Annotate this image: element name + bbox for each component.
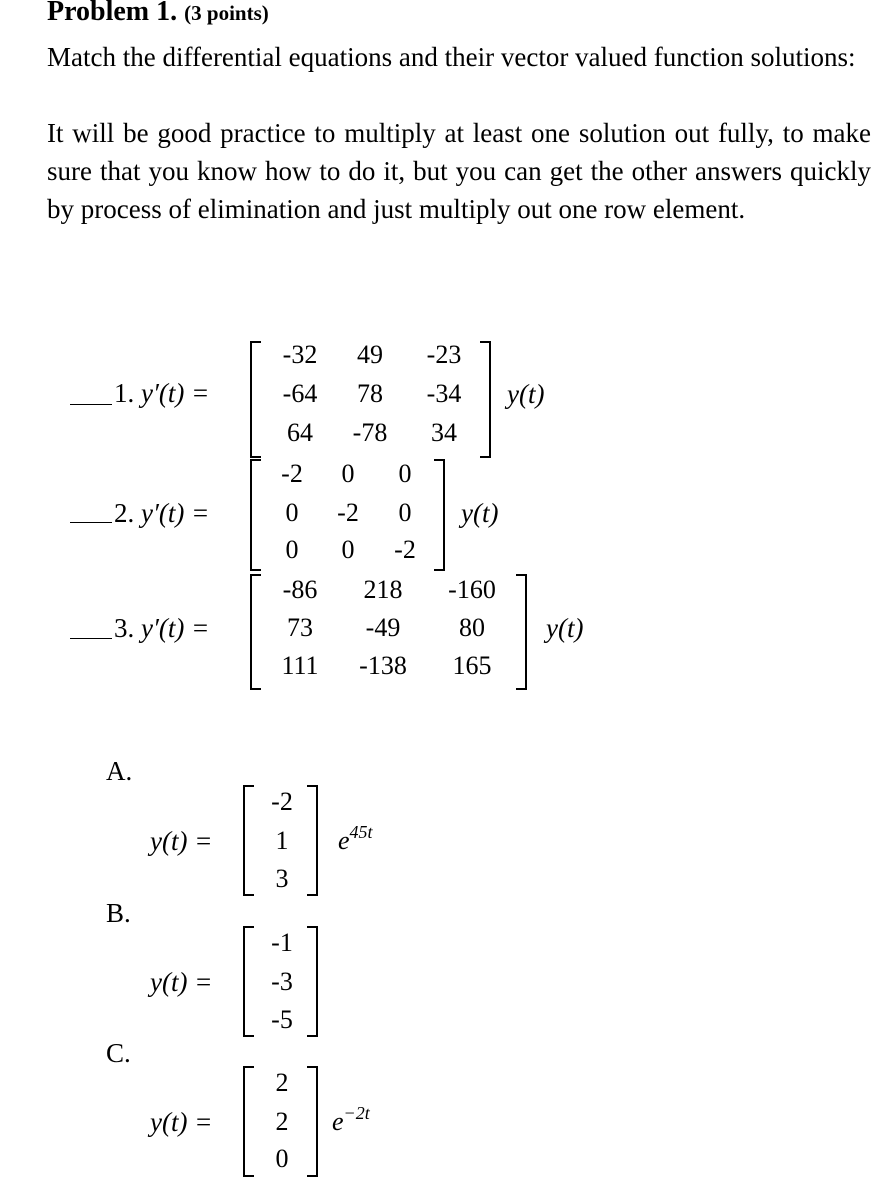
matrix-cell: 0 [398,498,412,527]
matrix-cell: -78 [352,418,388,447]
solution-c-lhs: y(t) = [150,1107,213,1137]
matrix-cell: 0 [341,535,355,564]
matrix-cell: -160 [448,575,496,604]
vector-cell: 2 [275,1068,289,1097]
solution-c-exponential [332,1103,370,1137]
solution-a-letter: A. [106,756,133,786]
matrix-cell: 0 [285,498,299,527]
matrix-cell: -34 [426,379,462,408]
equation-3-rhs: y(t) [546,613,584,643]
problem-title [47,0,269,28]
matrix-cell: 165 [452,651,492,680]
equation-2-lhs: y′(t) = [141,498,210,528]
matrix-cell: -86 [282,575,318,604]
matrix-cell: 49 [357,340,383,369]
answer-blank-1[interactable] [70,404,112,405]
matrix-cell: -138 [359,651,407,680]
equation-3-lhs: y′(t) = [141,613,210,643]
vector-cell: 1 [275,826,289,855]
matrix-cell: 73 [287,613,313,642]
answer-blank-3[interactable] [70,638,112,639]
vector-cell: 3 [275,864,289,893]
vector-cell: 0 [275,1144,289,1173]
equation-2-number: 2. [114,498,135,528]
equation-3-number: 3. [114,613,135,643]
solution-a-exponential [338,822,373,856]
matrix-cell: -32 [282,340,318,369]
vector-cell: 2 [275,1107,289,1136]
vector-cell: -2 [271,787,293,816]
solution-b-lhs: y(t) = [150,967,213,997]
solution-a-lhs: y(t) = [150,826,213,856]
instruction-paragraph-1: Match the differential equations and their vector valued function solutions: [47,42,856,72]
exp-power: 45t [349,822,373,842]
equation-3-right-bracket [516,574,527,690]
matrix-cell: 64 [287,418,313,447]
equation-1-rhs: y(t) [507,379,545,409]
matrix-cell: 111 [281,651,319,680]
solution-c-right-bracket [307,1066,318,1177]
equation-1-lhs: y′(t) = [141,378,210,408]
vector-cell: -3 [271,967,293,996]
equation-1-left-bracket [250,341,261,458]
matrix-cell: -2 [394,535,416,564]
matrix-cell: 0 [285,535,299,564]
vector-cell: -5 [271,1005,293,1034]
solution-b-letter: B. [106,898,131,928]
equation-3-left-bracket [250,574,261,690]
solution-a-right-bracket [307,785,318,896]
solution-b-left-bracket [243,926,254,1037]
matrix-cell: 80 [459,613,485,642]
matrix-cell: -2 [337,498,359,527]
matrix-cell: 0 [341,459,355,488]
equation-2-left-bracket [250,459,261,571]
matrix-cell: 218 [363,575,403,604]
problem-points: (3 points) [184,1,269,25]
solution-a-left-bracket [243,785,254,896]
exp-power: −2t [343,1103,370,1123]
vector-cell: -1 [271,928,293,957]
matrix-cell: 0 [398,459,412,488]
matrix-cell: 78 [357,379,383,408]
matrix-cell: -49 [365,613,401,642]
equation-2-right-bracket [434,459,445,571]
exp-base: e [332,1107,344,1136]
equation-1-number: 1. [114,378,135,408]
equation-2-rhs: y(t) [461,498,499,528]
matrix-cell: -64 [282,379,318,408]
solution-c-letter: C. [106,1038,131,1068]
solution-c-left-bracket [243,1066,254,1177]
equation-1-right-bracket [480,341,491,458]
answer-blank-2[interactable] [70,522,112,523]
instruction-paragraph-2: It will be good practice to multiply at least one solution out fully, to make sure that you know how to do it, but you can get the other answers quickly by process of elimination and just multiply out one row element. [47,118,871,224]
matrix-cell: -23 [426,340,462,369]
matrix-cell: -2 [281,459,303,488]
equation-3-label [114,613,209,644]
problem-title-text: Problem 1. [47,0,178,27]
equation-2-label [114,498,209,529]
matrix-cell: 34 [431,418,457,447]
equation-1-label [114,378,209,409]
solution-b-right-bracket [307,926,318,1037]
exp-base: e [338,826,350,855]
